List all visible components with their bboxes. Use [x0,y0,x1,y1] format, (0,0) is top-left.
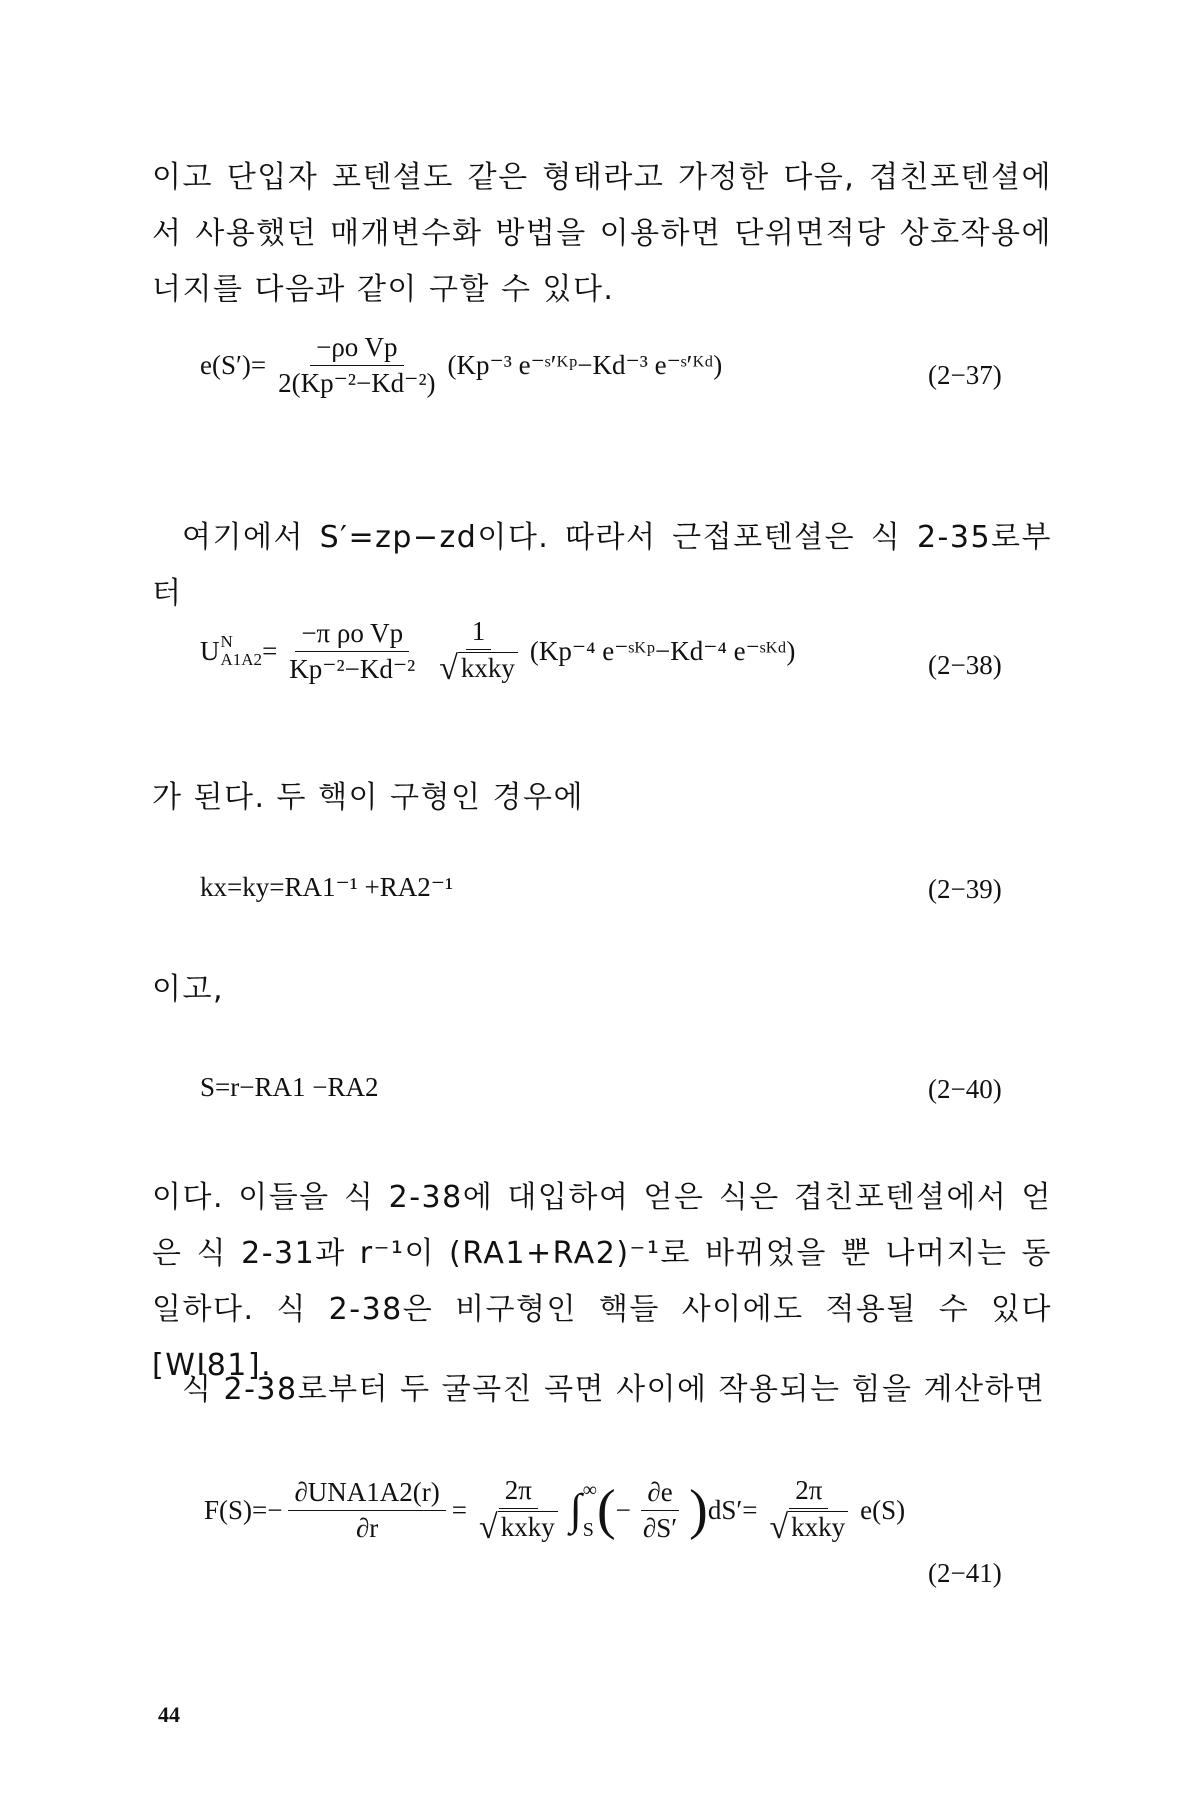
eq37-fraction [272,332,441,399]
paragraph-and: 이고, [152,972,224,1007]
eq41-lhs: F(S)=− [204,1494,283,1525]
paragraph-force: 식 2-38로부터 두 굴곡진 곡면 사이에 작용되는 힘을 계산하면 [182,1372,1046,1407]
eq37-rhs: (Kp⁻³ e⁻ˢ′ᴷᵖ−Kd⁻³ e⁻ˢ′ᴷᵈ) [447,350,723,380]
left-paren-icon: ( [597,1479,616,1541]
radical-icon: √ [769,1509,789,1546]
eq41-sqrt-1 [479,1509,558,1546]
eq38-numerator-2: 1 [466,616,492,650]
eq38-number: (2−38) [928,650,1002,680]
eq41-fraction-1 [288,1477,445,1544]
equation-2-37 [200,332,1040,399]
equation-2-41 [204,1470,1044,1550]
eq37-denominator: 2(Kp⁻²−Kd⁻²) [278,368,436,398]
eq38-lhs-sub: A1A2 [220,650,263,669]
eq38-lhs-indices [221,633,263,669]
paragraph-substitution: 이다. 이들을 식 2-38에 대입하여 얻은 식은 겹친포텐셜에서 얻은 식 2-31과 r⁻¹이 (RA1+RA2)⁻¹로 바뀌었을 뿐 나머지는 동일하다. 식 2-38은 비구형인 핵들 사이에도 적용될 수 있다[WI81]. [152,1180,1052,1383]
eq41-inner-denominator: ∂S′ [642,1512,678,1543]
eq41-sqrt-1-content: kxky [498,1511,558,1543]
eq38-fraction-2 [433,616,524,686]
page-number: 44 [158,1702,180,1727]
paragraph-spherical: 가 된다. 두 핵이 구형인 경우에 [152,780,584,815]
eq41-sqrt-2-content: kxky [788,1511,848,1543]
radical-icon: √ [439,650,458,687]
paragraph-near-potential: 여기에서 S′=zp−zd이다. 따라서 근접포텐셜은 식 2-35로부터 [152,520,1052,611]
eq41-inner-minus: − [615,1494,631,1525]
right-paren-icon: ) [689,1479,708,1541]
eq38-sqrt-content: kxky [458,652,518,684]
eq41-sqrt-2 [769,1509,848,1546]
eq41-fraction-2 [473,1475,564,1545]
eq41-ds: dS′= [707,1494,758,1525]
eq41-equals-1: = [451,1494,468,1525]
eq41-integral-upper: ∞ [582,1479,598,1501]
eq40-body: S=r−RA1 −RA2 [200,1072,379,1102]
eq38-denominator-1: Kp⁻²−Kd⁻² [289,653,416,684]
eq37-number: (2−37) [928,360,1002,390]
eq37-lhs: e(S′)= [200,350,267,380]
equation-2-39 [200,872,1040,903]
eq40-number: (2−40) [928,1074,1002,1104]
eq37-numerator: −ρo Vp [310,332,403,366]
eq41-integral-limits [583,1470,597,1550]
eq38-rhs: (Kp⁻⁴ e⁻ˢᴷᵖ−Kd⁻⁴ e⁻ˢᴷᵈ) [529,635,796,666]
paragraph-intro: 이고 단입자 포텐셜도 같은 형태라고 가정한 다음, 겹친포텐셜에서 사용했던 매개변수화 방법을 이용하면 단위면적당 상호작용에너지를 다음과 같이 구할 수 있다. [152,160,1052,307]
eq38-sqrt [439,650,518,687]
eq41-fraction-3 [763,1475,854,1545]
equation-2-40 [200,1072,1040,1103]
eq41-numerator-1: ∂UNA1A2(r) [288,1477,445,1511]
eq41-numerator-2: 2π [499,1475,538,1509]
eq38-lhs-sup: N [220,632,233,651]
eq41-inner-numerator: ∂e [641,1477,678,1511]
eq38-numerator-1: −π ρo Vp [295,618,409,652]
eq38-equals: = [262,635,278,666]
radical-icon: √ [479,1509,498,1546]
eq41-numerator-3: 2π [789,1475,828,1509]
eq41-denominator-3-wrap [763,1509,854,1545]
eq41-integral-lower: S [582,1519,594,1541]
eq41-denominator-2-wrap [473,1509,564,1545]
eq39-number: (2−39) [928,874,1002,904]
eq41-denominator-1: ∂r [355,1512,379,1543]
eq38-denominator-2-wrap [433,650,524,686]
eq38-fraction-1 [283,618,421,685]
eq41-tail: e(S) [860,1494,906,1525]
integral-icon: ∫ [569,1485,582,1534]
eq41-fraction-inner [637,1477,683,1544]
eq38-lhs-symbol: U [200,635,220,666]
eq39-body: kx=ky=RA1⁻¹ +RA2⁻¹ [200,872,454,902]
equation-2-38 [200,616,1040,686]
eq41-number: (2−41) [928,1558,1002,1588]
